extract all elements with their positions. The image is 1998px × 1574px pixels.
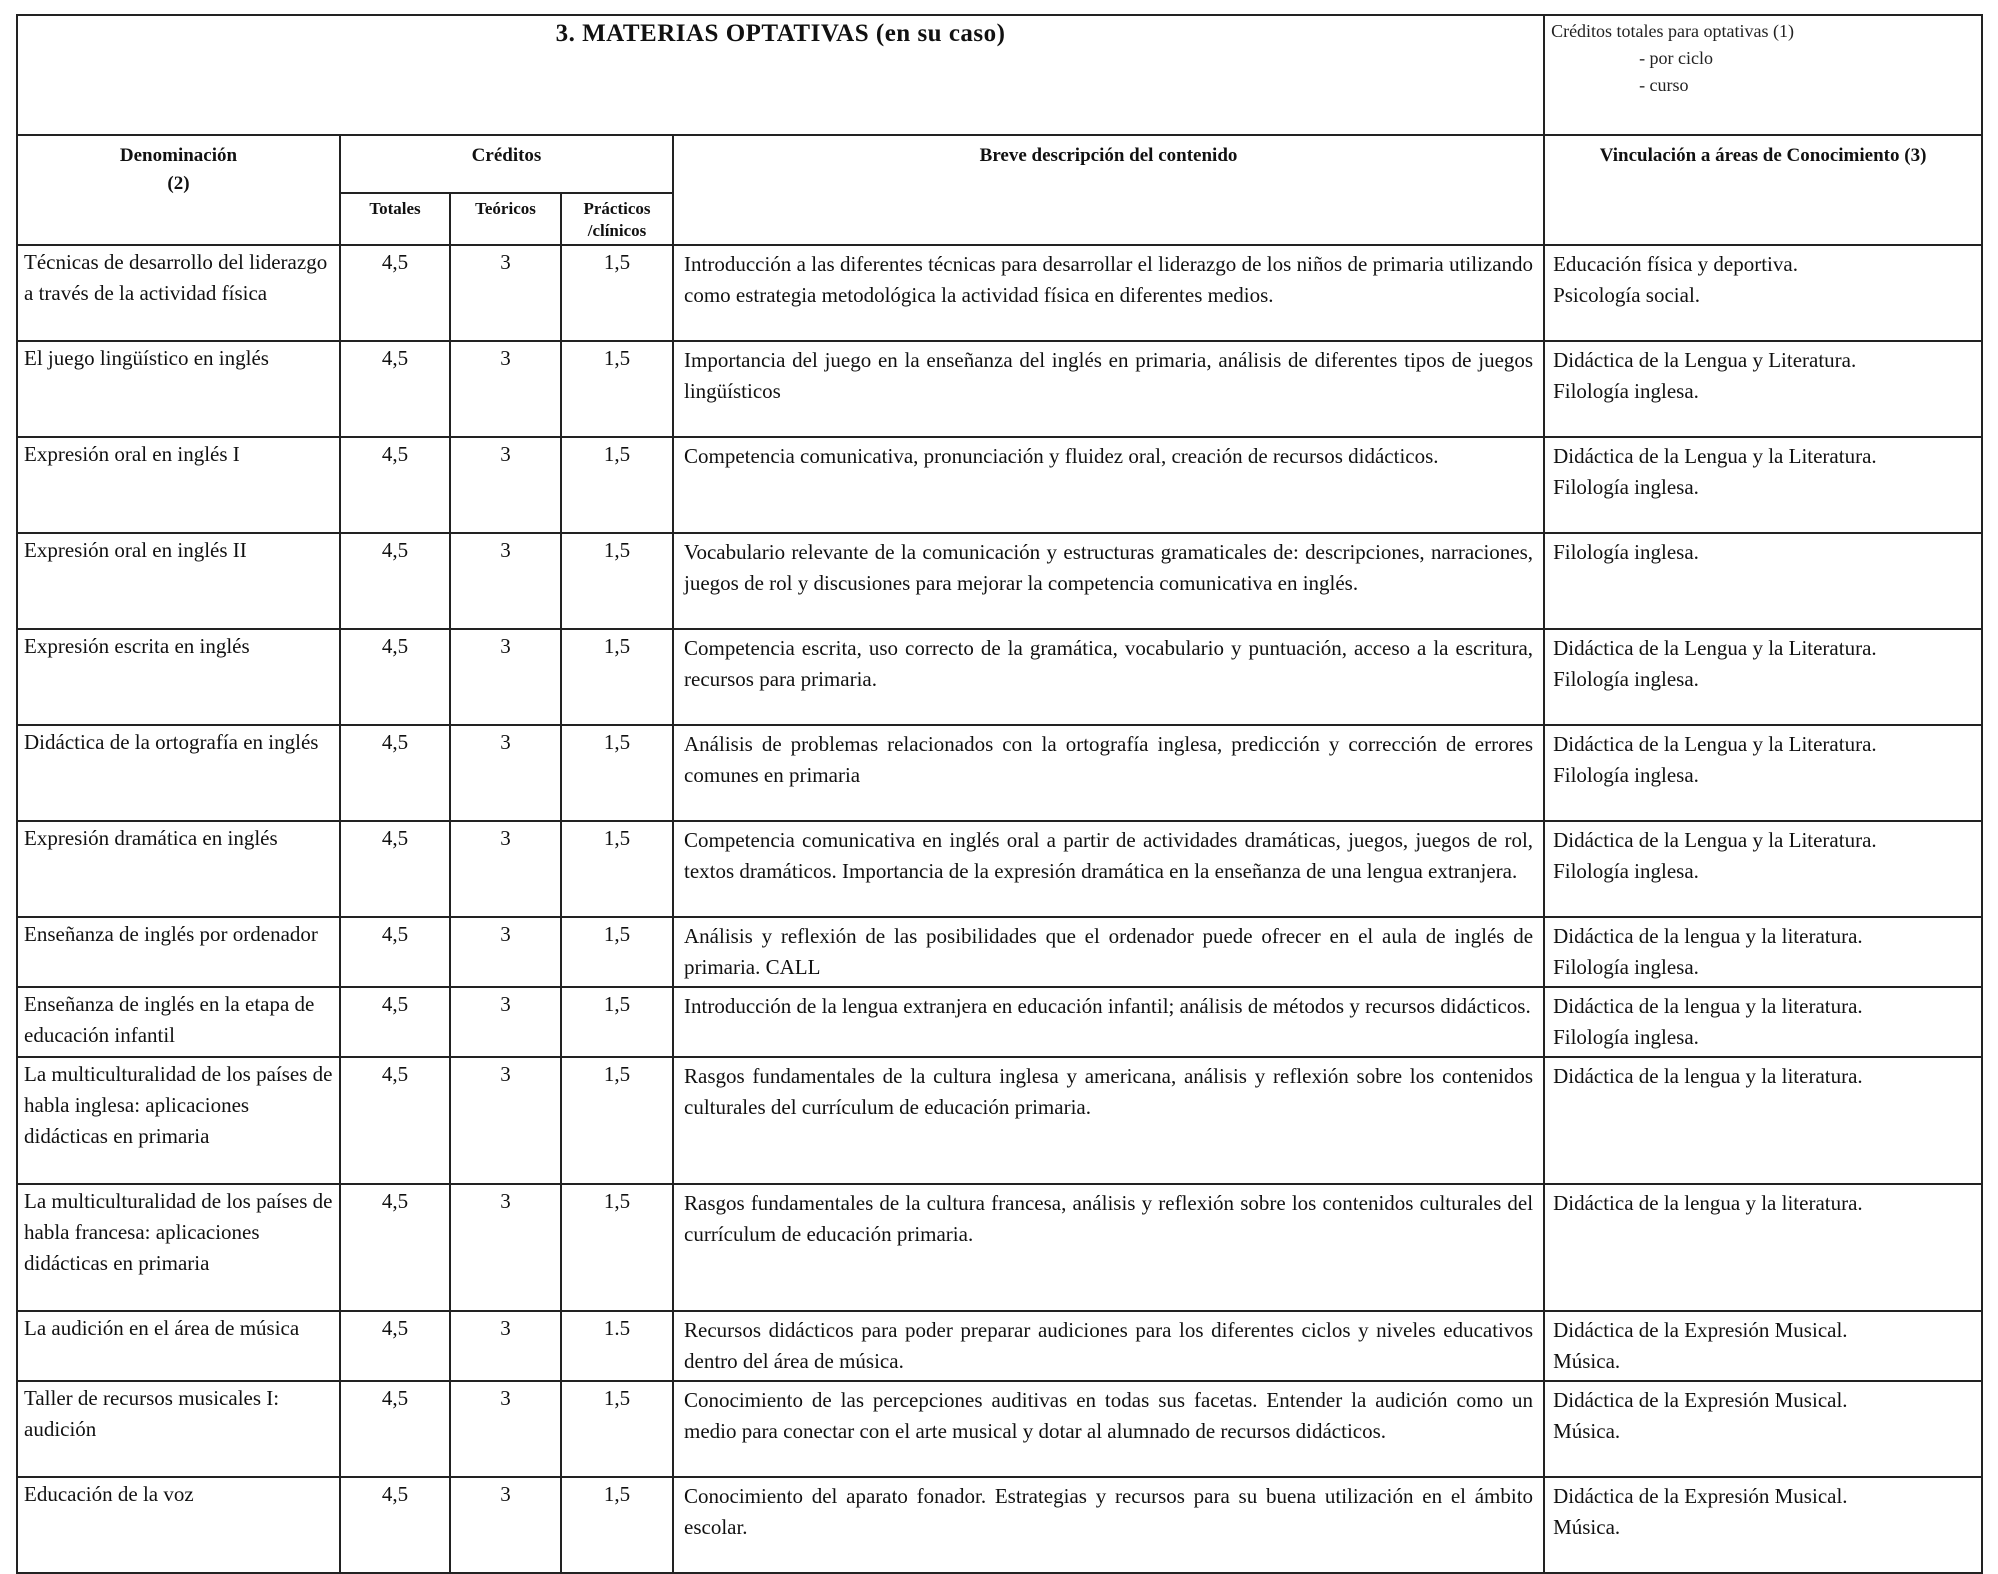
credits-teoricos: 3 [450, 341, 561, 437]
knowledge-areas [1544, 1381, 1982, 1477]
title-row [17, 15, 1982, 135]
knowledge-areas [1544, 437, 1982, 533]
subject-description: Conocimiento de las percepciones auditivas en todas sus facetas. Entender la audición como un medio para conectar con el arte musical y dotar al alumnado de recursos didácticos. [673, 1381, 1544, 1477]
credits-practicos: 1,5 [561, 917, 673, 987]
knowledge-areas [1544, 987, 1982, 1057]
knowledge-area: Filología inglesa. [1553, 1025, 1699, 1049]
subject-description: Introducción a las diferentes técnicas para desarrollar el liderazgo de los niños de primaria utilizando como estrategia metodológica la actividad física en diferentes medios. [673, 245, 1544, 341]
table-row [17, 341, 1982, 437]
knowledge-area: Filología inglesa. [1553, 763, 1699, 787]
table-row [17, 1381, 1982, 1477]
knowledge-area: Didáctica de la Expresión Musical. [1553, 1484, 1848, 1508]
table-row [17, 987, 1982, 1057]
credits-teoricos: 3 [450, 1311, 561, 1381]
credits-practicos: 1,5 [561, 245, 673, 341]
subject-description: Competencia escrita, uso correcto de la gramática, vocabulario y puntuación, acceso a la escritura, recursos para primaria. [673, 629, 1544, 725]
knowledge-area: Didáctica de la Lengua y la Literatura. [1553, 828, 1877, 852]
table-row [17, 917, 1982, 987]
credits-totales: 4,5 [340, 1057, 450, 1184]
credits-practicos: 1,5 [561, 1477, 673, 1573]
credits-practicos: 1,5 [561, 987, 673, 1057]
table-row [17, 629, 1982, 725]
knowledge-areas [1544, 341, 1982, 437]
table-row [17, 533, 1982, 629]
subject-name: Expresión oral en inglés I [17, 437, 340, 533]
header-denominacion: Denominación (2) [17, 135, 340, 245]
knowledge-area: Didáctica de la Lengua y la Literatura. [1553, 636, 1877, 660]
credits-practicos: 1,5 [561, 629, 673, 725]
knowledge-area: Didáctica de la Lengua y Literatura. [1553, 348, 1857, 372]
subject-description: Competencia comunicativa en inglés oral a partir de actividades dramáticas, juegos, juegos de rol, textos dramáticos. Importancia de la expresión dramática en la enseñanza de una lengua extranjera. [673, 821, 1544, 917]
credits-teoricos: 3 [450, 725, 561, 821]
knowledge-area: Didáctica de la Lengua y la Literatura. [1553, 732, 1877, 756]
credits-teoricos: 3 [450, 1184, 561, 1311]
subject-name: Taller de recursos musicales I: audición [17, 1381, 340, 1477]
subject-name: Expresión oral en inglés II [17, 533, 340, 629]
credits-totales: 4,5 [340, 437, 450, 533]
credits-practicos: 1,5 [561, 437, 673, 533]
optional-subjects-table [16, 14, 1983, 1574]
credits-teoricos: 3 [450, 629, 561, 725]
table-row [17, 1184, 1982, 1311]
table-row [17, 1057, 1982, 1184]
credits-totales: 4,5 [340, 821, 450, 917]
subject-name: Didáctica de la ortografía en inglés [17, 725, 340, 821]
knowledge-area: Filología inglesa. [1553, 667, 1699, 691]
subject-name: Enseñanza de inglés por ordenador [17, 917, 340, 987]
credits-practicos: 1,5 [561, 821, 673, 917]
knowledge-area: Filología inglesa. [1553, 955, 1699, 979]
knowledge-areas [1544, 1057, 1982, 1184]
subject-description: Vocabulario relevante de la comunicación y estructuras gramaticales de: descripciones, narraciones, juegos de rol y discusiones para mejorar la competencia comunicativa en inglés. [673, 533, 1544, 629]
knowledge-area: Didáctica de la Expresión Musical. [1553, 1388, 1848, 1412]
knowledge-area: Didáctica de la Lengua y la Literatura. [1553, 444, 1877, 468]
credits-practicos: 1,5 [561, 533, 673, 629]
credits-practicos: 1,5 [561, 725, 673, 821]
header-practicos: Prácticos /clínicos [561, 193, 673, 245]
credits-totales: 4,5 [340, 987, 450, 1057]
subject-name: El juego lingüístico en inglés [17, 341, 340, 437]
knowledge-area: Filología inglesa. [1553, 379, 1699, 403]
credits-totales: 4,5 [340, 533, 450, 629]
knowledge-areas [1544, 1184, 1982, 1311]
credits-teoricos: 3 [450, 1381, 561, 1477]
subject-name: Expresión dramática en inglés [17, 821, 340, 917]
credits-practicos: 1,5 [561, 1057, 673, 1184]
credits-totales: 4,5 [340, 917, 450, 987]
credits-totales: 4,5 [340, 725, 450, 821]
knowledge-area: Didáctica de la lengua y la literatura. [1553, 1064, 1863, 1088]
subject-name: Educación de la voz [17, 1477, 340, 1573]
credits-totales: 4,5 [340, 341, 450, 437]
credits-per-cycle-label: - por ciclo [1639, 48, 1714, 68]
credits-practicos: 1,5 [561, 341, 673, 437]
credits-teoricos: 3 [450, 1057, 561, 1184]
subject-description: Recursos didácticos para poder preparar audiciones para los diferentes ciclos y niveles educativos dentro del área de música. [673, 1311, 1544, 1381]
credits-info-cell [1544, 15, 1982, 135]
knowledge-areas [1544, 245, 1982, 341]
subject-name: Enseñanza de inglés en la etapa de educación infantil [17, 987, 340, 1057]
credits-totales: 4,5 [340, 1381, 450, 1477]
header-teoricos: Teóricos [450, 193, 561, 245]
subject-description: Análisis de problemas relacionados con la ortografía inglesa, predicción y corrección de errores comunes en primaria [673, 725, 1544, 821]
knowledge-area: Música. [1553, 1515, 1621, 1539]
credits-practicos: 1,5 [561, 1381, 673, 1477]
subject-description: Rasgos fundamentales de la cultura inglesa y americana, análisis y reflexión sobre los contenidos culturales del currículum de educación primaria. [673, 1057, 1544, 1184]
credits-practicos: 1.5 [561, 1311, 673, 1381]
header-vinculacion: Vinculación a áreas de Conocimiento (3) [1544, 135, 1982, 245]
table-row [17, 1477, 1982, 1573]
subject-description: Análisis y reflexión de las posibilidades que el ordenador puede ofrecer en el aula de inglés de primaria. CALL [673, 917, 1544, 987]
table-row [17, 245, 1982, 341]
knowledge-area: Didáctica de la lengua y la literatura. [1553, 1191, 1863, 1215]
knowledge-area: Filología inglesa. [1553, 475, 1699, 499]
knowledge-areas [1544, 1477, 1982, 1573]
knowledge-area: Educación física y deportiva. [1553, 252, 1798, 276]
document-title: 3. MATERIAS OPTATIVAS (en su caso) [555, 20, 1006, 47]
credits-teoricos: 3 [450, 245, 561, 341]
title-cell [17, 15, 1544, 135]
knowledge-area: Música. [1553, 1349, 1621, 1373]
table-row [17, 437, 1982, 533]
header-totales: Totales [340, 193, 450, 245]
subject-description: Introducción de la lengua extranjera en educación infantil; análisis de métodos y recursos didácticos. [673, 987, 1544, 1057]
subject-description: Rasgos fundamentales de la cultura francesa, análisis y reflexión sobre los contenidos culturales del currículum de educación primaria. [673, 1184, 1544, 1311]
knowledge-area: Didáctica de la lengua y la literatura. [1553, 994, 1863, 1018]
table-row [17, 725, 1982, 821]
header-row [17, 135, 1982, 193]
subject-name: La multiculturalidad de los países de habla inglesa: aplicaciones didácticas en primaria [17, 1057, 340, 1184]
subject-description: Competencia comunicativa, pronunciación y fluidez oral, creación de recursos didácticos. [673, 437, 1544, 533]
subject-name: La multiculturalidad de los países de habla francesa: aplicaciones didácticas en primaria [17, 1184, 340, 1311]
subject-description: Conocimiento del aparato fonador. Estrategias y recursos para su buena utilización en el ámbito escolar. [673, 1477, 1544, 1573]
knowledge-areas [1544, 629, 1982, 725]
subject-name: Técnicas de desarrollo del liderazgo a través de la actividad física [17, 245, 340, 341]
subject-name: Expresión escrita en inglés [17, 629, 340, 725]
credits-totales: 4,5 [340, 245, 450, 341]
knowledge-area: Didáctica de la lengua y la literatura. [1553, 924, 1863, 948]
table-row [17, 1311, 1982, 1381]
credits-teoricos: 3 [450, 821, 561, 917]
credits-totales: 4,5 [340, 1477, 450, 1573]
knowledge-areas [1544, 821, 1982, 917]
knowledge-areas [1544, 725, 1982, 821]
credits-totales: 4,5 [340, 629, 450, 725]
header-descripcion: Breve descripción del contenido [673, 135, 1544, 245]
knowledge-area: Filología inglesa. [1553, 540, 1699, 564]
knowledge-areas [1544, 1311, 1982, 1381]
document-sheet [16, 14, 1981, 1544]
credits-total-label: Créditos totales para optativas (1) [1551, 21, 1794, 41]
knowledge-area: Filología inglesa. [1553, 859, 1699, 883]
knowledge-area: Psicología social. [1553, 283, 1701, 307]
knowledge-area: Didáctica de la Expresión Musical. [1553, 1318, 1848, 1342]
knowledge-area: Música. [1553, 1419, 1621, 1443]
credits-teoricos: 3 [450, 987, 561, 1057]
credits-totales: 4,5 [340, 1184, 450, 1311]
credits-teoricos: 3 [450, 437, 561, 533]
credits-teoricos: 3 [450, 917, 561, 987]
credits-teoricos: 3 [450, 533, 561, 629]
subject-description: Importancia del juego en la enseñanza del inglés en primaria, análisis de diferentes tipos de juegos lingüísticos [673, 341, 1544, 437]
credits-totales: 4,5 [340, 1311, 450, 1381]
knowledge-areas [1544, 917, 1982, 987]
credits-teoricos: 3 [450, 1477, 561, 1573]
subject-name: La audición en el área de música [17, 1311, 340, 1381]
table-row [17, 821, 1982, 917]
header-creditos: Créditos [340, 135, 673, 193]
knowledge-areas [1544, 533, 1982, 629]
credits-practicos: 1,5 [561, 1184, 673, 1311]
credits-per-course-label: - curso [1639, 75, 1689, 95]
